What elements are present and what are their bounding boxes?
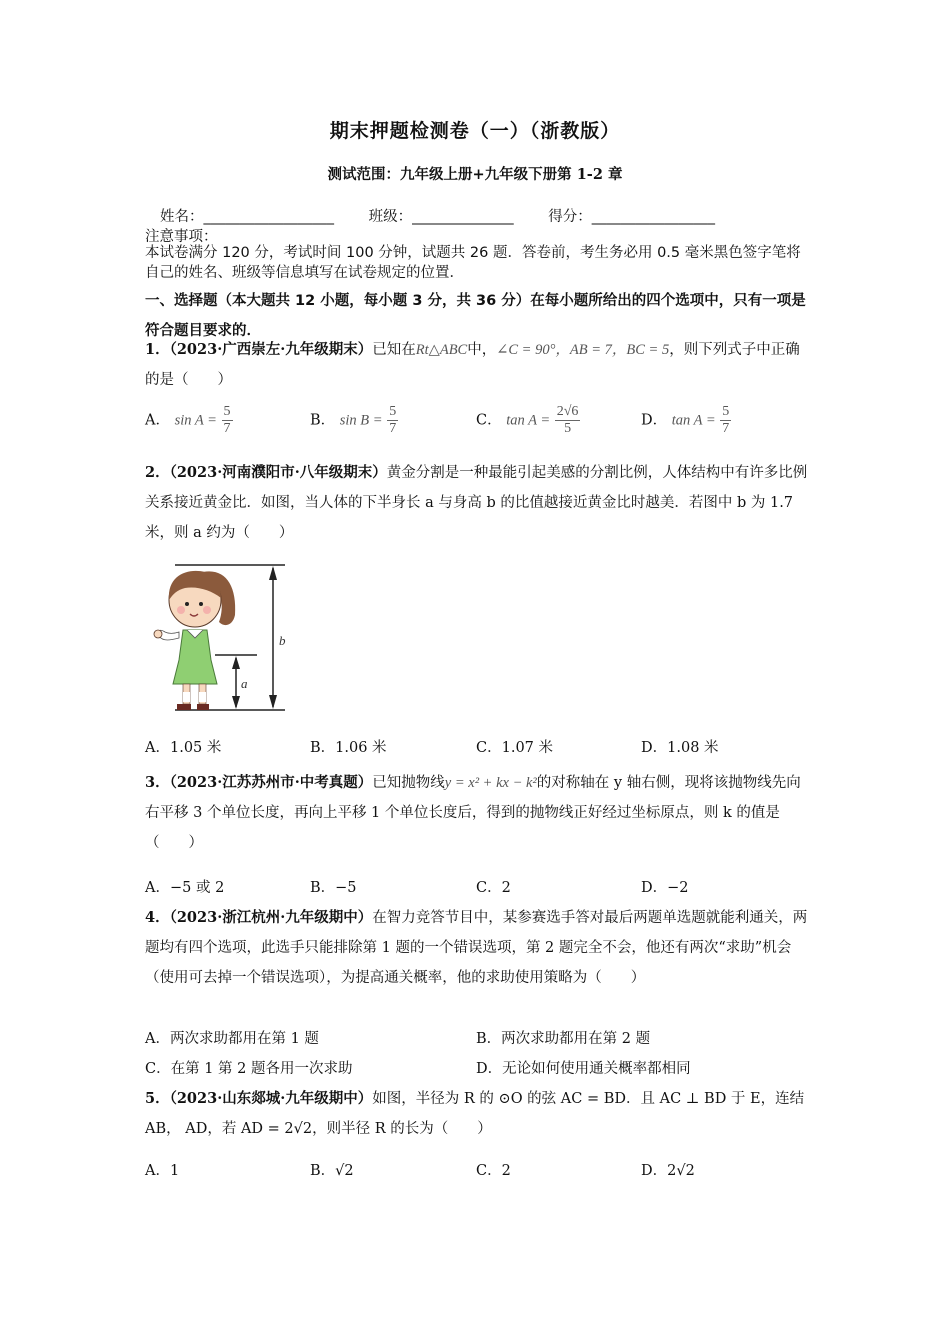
q3-option-b[interactable]: [310, 876, 357, 897]
option-label: C．: [145, 1061, 171, 1077]
question-text: 已知抛物线: [372, 775, 445, 791]
option-label: A．: [145, 412, 170, 429]
svg-text:b: b: [279, 633, 286, 648]
q5-option-a[interactable]: [145, 1159, 179, 1180]
option-label: A．: [145, 1163, 170, 1179]
option-label: A．: [145, 880, 170, 896]
question-source: （2023·浙江杭州·九年级期中）: [169, 909, 373, 926]
option-label: B．: [310, 880, 336, 896]
fraction: $\frac{5}{7}$: [223, 404, 231, 436]
exam-subtitle: 测试范围：九年级上册+九年级下册第 1-2 章: [327, 166, 623, 183]
option-lhs: sin A =: [174, 412, 217, 429]
option-value: 1.08 米: [667, 740, 719, 756]
question-5: [145, 1084, 810, 1144]
name-label: 姓名：: [160, 209, 204, 225]
fraction: $\frac{5}{7}$: [722, 404, 730, 436]
q1-option-d[interactable]: [641, 404, 731, 437]
option-label: D．: [641, 412, 668, 429]
question-text: 在智力竞答节目中，某参赛选手答对最后两题单选题就能利通关，两题均有四个选项，此选手只能排除第 1 题的一个错误选项，第 2 题完全不会，他还有两次“求助”机会（使用可去掉一个错误选项），为提高通关概率，他的求助使用策略为（ ）: [145, 910, 808, 986]
question-text: 中，: [467, 342, 497, 358]
question-number: 4．: [145, 909, 170, 926]
option-value: −2: [667, 880, 689, 896]
option-lhs: tan A =: [506, 412, 551, 429]
option-value: 两次求助都用在第 1 题: [169, 1031, 319, 1047]
q4-option-d[interactable]: [476, 1057, 691, 1078]
q3-option-c[interactable]: [476, 876, 511, 897]
q5-option-b[interactable]: [310, 1159, 354, 1180]
option-value: 在第 1 第 2 题各用一次求助: [170, 1061, 353, 1077]
question-number: 1．: [145, 341, 170, 358]
student-info-row: [160, 205, 715, 226]
q1-option-b[interactable]: [310, 404, 398, 437]
math-expression: ∠C = 90°，AB = 7，BC = 5: [496, 342, 670, 358]
fraction: $\frac{5}{7}$: [389, 404, 397, 436]
option-value: 2: [501, 1163, 511, 1179]
option-label: D．: [476, 1061, 503, 1077]
q2-option-b[interactable]: [310, 736, 387, 757]
q3-option-d[interactable]: [641, 876, 689, 897]
option-value: −5 或 2: [169, 880, 225, 896]
q2-option-c[interactable]: [476, 736, 553, 757]
option-label: A．: [145, 1031, 170, 1047]
question-source: （2023·山东郯城·九年级期中）: [169, 1090, 373, 1107]
score-label: 得分：: [548, 209, 592, 225]
option-label: B．: [476, 1031, 502, 1047]
option-value: 2√2: [667, 1163, 695, 1179]
q5-option-c[interactable]: [476, 1159, 511, 1180]
svg-text:a: a: [241, 676, 248, 691]
question-number: 5．: [145, 1090, 170, 1107]
option-label: C．: [476, 740, 502, 756]
question-2: [145, 458, 810, 548]
option-value: √2: [335, 1163, 354, 1179]
option-value: 1.05 米: [169, 740, 222, 756]
math-expression: Rt△ABC: [415, 342, 468, 358]
golden-ratio-figure: [145, 560, 290, 715]
option-label: C．: [476, 1163, 502, 1179]
q4-option-a[interactable]: [145, 1027, 319, 1048]
question-source: （2023·广西崇左·九年级期末）: [169, 341, 373, 358]
q1-option-a[interactable]: [145, 404, 233, 437]
q5-option-d[interactable]: [641, 1159, 695, 1180]
option-value: 1.06 米: [335, 740, 387, 756]
question-number: 2．: [145, 464, 170, 481]
option-label: C．: [476, 880, 502, 896]
question-text: 已知在: [372, 342, 416, 358]
q2-option-d[interactable]: [641, 736, 719, 757]
math-expression: y = x² + kx − k²: [444, 775, 537, 791]
question-number: 3．: [145, 774, 170, 791]
question-source: （2023·河南濮阳市·八年级期末）: [169, 464, 387, 481]
question-1: [145, 335, 810, 395]
option-label: D．: [641, 740, 668, 756]
q4-option-b[interactable]: [476, 1027, 650, 1048]
fraction: $\frac{2√6}{5}$: [556, 404, 579, 436]
option-label: D．: [641, 880, 668, 896]
option-label: A．: [145, 740, 170, 756]
notice-heading: 注意事项：: [145, 229, 218, 245]
option-label: C．: [476, 412, 502, 429]
question-text: ，则下列式子中正确的是（ ）: [145, 342, 800, 388]
option-value: 1: [169, 1163, 180, 1179]
question-text: 如图，半径为 R 的 ⊙O 的弦 AC = BD．且 AC ⊥ BD 于 E，连结 AB， AD，若 AD = 2√2，则半径 R 的长为（ ）: [145, 1091, 805, 1137]
score-field[interactable]: [548, 205, 715, 226]
name-blank: __________________: [203, 209, 334, 225]
class-blank: ______________: [412, 209, 514, 225]
section-title: 一、选择题（本大题共 12 小题，每小题 3 分，共 36 分）在每小题所给出的四个选项中，只有一项是符合题目要求的．: [145, 293, 806, 339]
option-label: D．: [641, 1163, 668, 1179]
option-value: 1.07 米: [501, 740, 554, 756]
question-3: [145, 768, 810, 858]
option-lhs: sin B =: [339, 412, 383, 429]
option-value: 无论如何使用通关概率都相同: [502, 1061, 691, 1077]
option-lhs: tan A =: [671, 412, 716, 429]
name-field[interactable]: [160, 205, 334, 226]
q2-option-a[interactable]: [145, 736, 221, 757]
option-label: B．: [310, 1163, 336, 1179]
exam-title: 期末押题检测卷（一）（浙教版）: [329, 120, 621, 142]
question-text: 的对称轴在 y 轴右侧，现将该抛物线先向右平移 3 个单位长度，再向上平移 1 个单位长度后，得到的抛物线正好经过坐标原点，则 k 的值是（ ）: [145, 775, 801, 851]
option-value: −5: [335, 880, 357, 896]
notice-text: 本试卷满分 120 分，考试时间 100 分钟，试题共 26 题．答卷前，考生务必用 0.5 毫米黑色签字笔将自己的姓名、班级等信息填写在试卷规定的位置．: [145, 245, 801, 281]
question-text: 黄金分割是一种最能引起美感的分割比例，人体结构中有许多比例关系接近黄金比．如图，当人体的下半身长 a 与身高 b 的比值越接近黄金比时越美．若图中 b 为 1.7 米，则 a 约为（ ）: [145, 465, 808, 541]
class-field[interactable]: [369, 205, 514, 226]
q1-option-c[interactable]: [476, 404, 580, 437]
option-label: B．: [310, 740, 336, 756]
score-blank: _________________: [591, 209, 715, 225]
q4-option-c[interactable]: [145, 1057, 353, 1078]
option-value: 两次求助都用在第 2 题: [501, 1031, 651, 1047]
q3-option-a[interactable]: [145, 876, 224, 897]
option-value: 2: [501, 880, 511, 896]
question-4: [145, 903, 810, 993]
question-source: （2023·江苏苏州市·中考真题）: [169, 774, 373, 791]
option-label: B．: [310, 412, 336, 429]
class-label: 班级：: [368, 209, 413, 225]
